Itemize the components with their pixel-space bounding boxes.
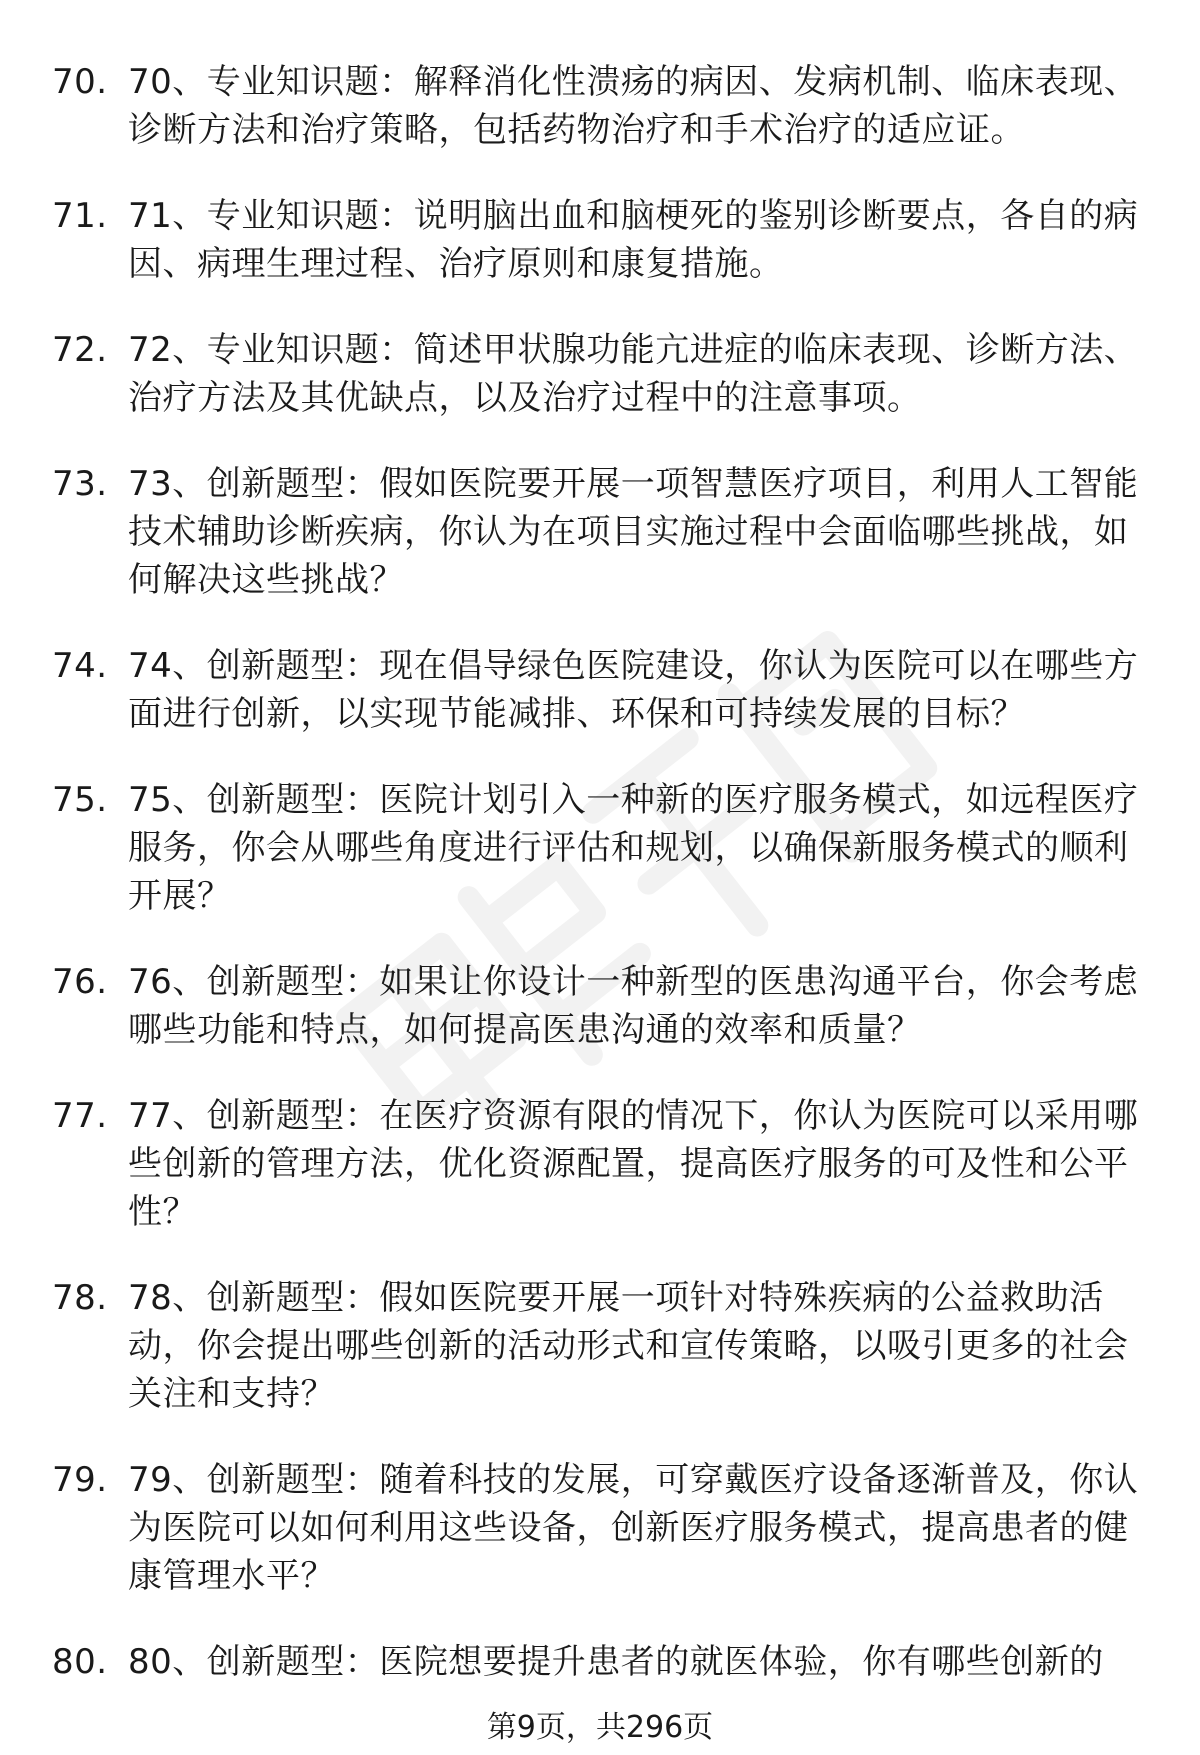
question-number: 78. [52,1278,108,1318]
question-item [52,642,1152,738]
question-number: 73. [52,464,108,504]
question-text: 75、创新题型：医院计划引入一种新的医疗服务模式，如远程医疗服务，你会从哪些角度进行评估和规划，以确保新服务模式的顺利开展？ [128,780,1139,916]
question-text: 79、创新题型：随着科技的发展，可穿戴医疗设备逐渐普及，你认为医院可以如何利用这些设备，创新医疗服务模式，提高患者的健康管理水平？ [128,1460,1139,1596]
question-item [52,1456,1152,1600]
question-number: 72. [52,330,108,370]
question-text: 72、专业知识题：简述甲状腺功能亢进症的临床表现、诊断方法、治疗方法及其优缺点，以及治疗过程中的注意事项。 [128,330,1139,418]
question-item [52,958,1152,1054]
question-number: 71. [52,196,108,236]
question-text: 73、创新题型：假如医院要开展一项智慧医疗项目，利用人工智能技术辅助诊断疾病，你认为在项目实施过程中会面临哪些挑战，如何解决这些挑战？ [128,464,1139,600]
question-item [52,58,1152,154]
question-item [52,1638,1152,1686]
question-text: 71、专业知识题：说明脑出血和脑梗死的鉴别诊断要点，各自的病因、病理生理过程、治疗原则和康复措施。 [128,196,1139,284]
question-list [52,58,1152,1724]
question-text: 77、创新题型：在医疗资源有限的情况下，你认为医院可以采用哪些创新的管理方法，优化资源配置，提高医疗服务的可及性和公平性？ [128,1096,1139,1232]
question-number: 77. [52,1096,108,1136]
question-item [52,776,1152,920]
question-item [52,460,1152,604]
question-number: 80. [52,1642,108,1682]
question-text: 78、创新题型：假如医院要开展一项针对特殊疾病的公益救助活动，你会提出哪些创新的活动形式和宣传策略，以吸引更多的社会关注和支持？ [128,1278,1129,1414]
question-item [52,1274,1152,1418]
question-text: 70、专业知识题：解释消化性溃疡的病因、发病机制、临床表现、诊断方法和治疗策略，包括药物治疗和手术治疗的适应证。 [128,62,1139,150]
question-number: 70. [52,62,108,102]
question-number: 76. [52,962,108,1002]
question-number: 79. [52,1460,108,1500]
question-item [52,192,1152,288]
page-footer: 第9页，共296页 [486,1710,714,1745]
question-number: 75. [52,780,108,820]
question-number: 74. [52,646,108,686]
question-item [52,1092,1152,1236]
question-text: 76、创新题型：如果让你设计一种新型的医患沟通平台，你会考虑哪些功能和特点，如何提高医患沟通的效率和质量？ [128,962,1139,1050]
question-text: 74、创新题型：现在倡导绿色医院建设，你认为医院可以在哪些方面进行创新，以实现节能减排、环保和可持续发展的目标？ [128,646,1139,734]
question-item [52,326,1152,422]
question-text: 80、创新题型：医院想要提升患者的就医体验，你有哪些创新的 [128,1642,1104,1682]
